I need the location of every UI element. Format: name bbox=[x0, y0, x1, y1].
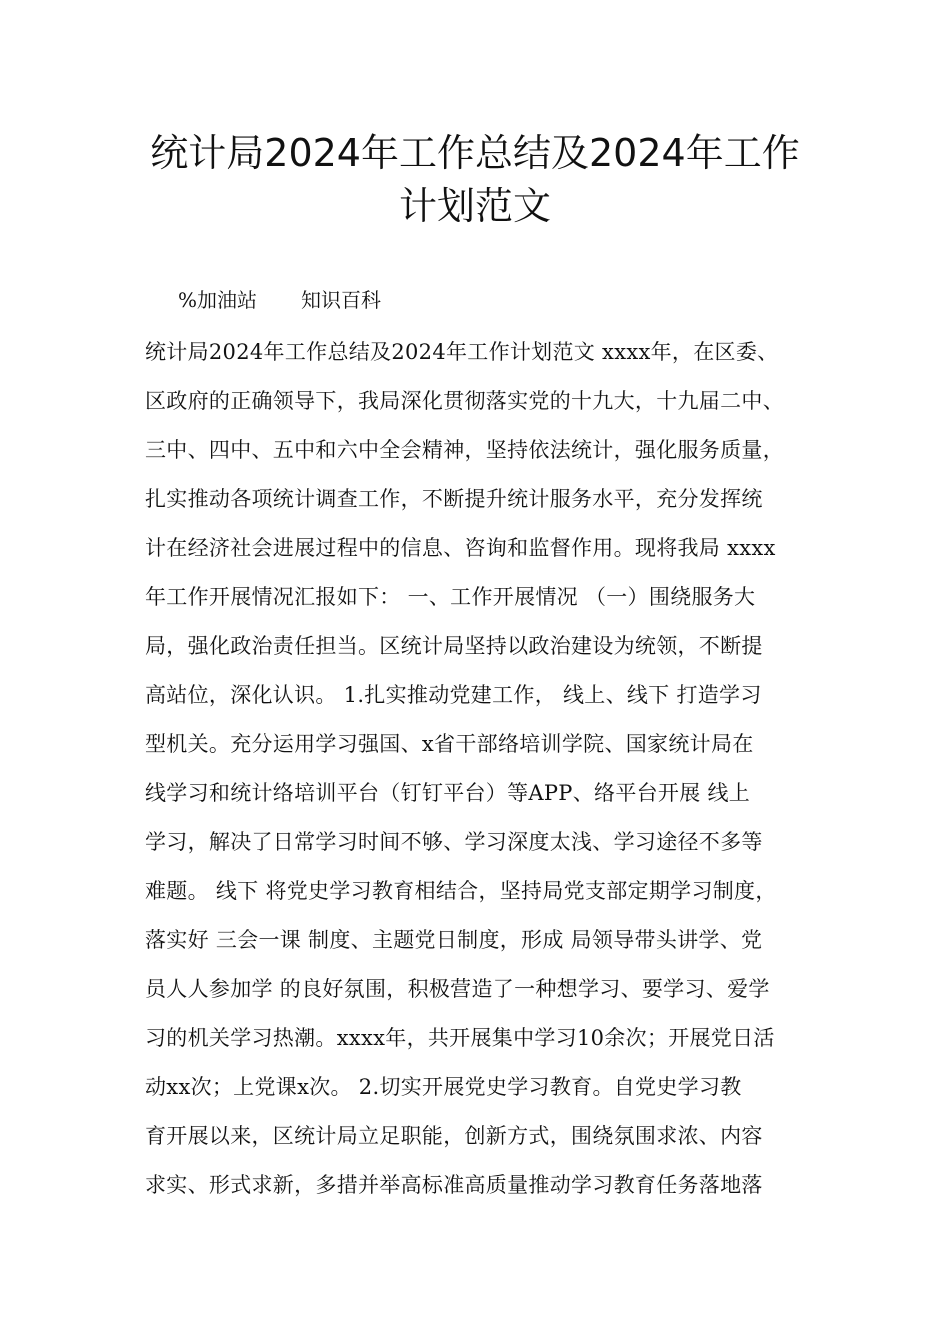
body-line: 三中、四中、五中和六中全会精神，坚持依法统计，强化服务质量， bbox=[145, 438, 784, 462]
body-line: 统计局2024年工作总结及2024年工作计划范文 xxxx年，在区委、 bbox=[145, 340, 779, 364]
body-line: 难题。 线下 将党史学习教育相结合，坚持局党支部定期学习制度， bbox=[145, 879, 777, 903]
body-line: 习的机关学习热潮。xxxx年，共开展集中学习10余次；开展党日活 bbox=[145, 1026, 775, 1050]
source-label: %加油站 bbox=[178, 288, 258, 312]
body-line: 育开展以来，区统计局立足职能，创新方式，围绕氛围求浓、内容 bbox=[145, 1124, 763, 1148]
body-line: 扎实推动各项统计调查工作，不断提升统计服务水平，充分发挥统 bbox=[145, 487, 763, 511]
body-line: 区政府的正确领导下，我局深化贯彻落实党的十九大，十九届二中、 bbox=[145, 389, 784, 413]
body-line: 年工作开展情况汇报如下： 一、工作开展情况 （一）围绕服务大 bbox=[145, 585, 756, 609]
body-line: 线学习和统计络培训平台（钉钉平台）等APP、络平台开展 线上 bbox=[145, 781, 751, 805]
category-label: 知识百科 bbox=[301, 288, 382, 312]
body-line: 型机关。充分运用学习强国、x省干部络培训学院、国家统计局在 bbox=[145, 732, 754, 756]
body-line: 学习，解决了日常学习时间不够、学习深度太浅、学习途径不多等 bbox=[145, 830, 763, 854]
document-meta bbox=[178, 284, 381, 316]
body-line: 动xx次；上党课x次。 2.切实开展党史学习教育。自党史学习教 bbox=[145, 1075, 742, 1099]
body-line: 求实、形式求新，多措并举高标准高质量推动学习教育任务落地落 bbox=[145, 1173, 763, 1197]
document-title-line-1: 统计局2024年工作总结及2024年工作 bbox=[150, 131, 800, 175]
body-line: 员人人参加学 的良好氛围，积极营造了一种想学习、要学习、爱学 bbox=[145, 977, 770, 1001]
body-line: 落实好 三会一课 制度、主题党日制度，形成 局领导带头讲学、党 bbox=[145, 928, 763, 952]
body-line: 局，强化政治责任担当。区统计局坚持以政治建设为统领，不断提 bbox=[145, 634, 763, 658]
body-line: 计在经济社会进展过程中的信息、咨询和监督作用。现将我局 xxxx bbox=[145, 536, 776, 560]
document-title-line-2: 计划范文 bbox=[398, 184, 551, 228]
body-line: 高站位，深化认识。 1.扎实推动党建工作， 线上、线下 打造学习 bbox=[145, 683, 762, 707]
